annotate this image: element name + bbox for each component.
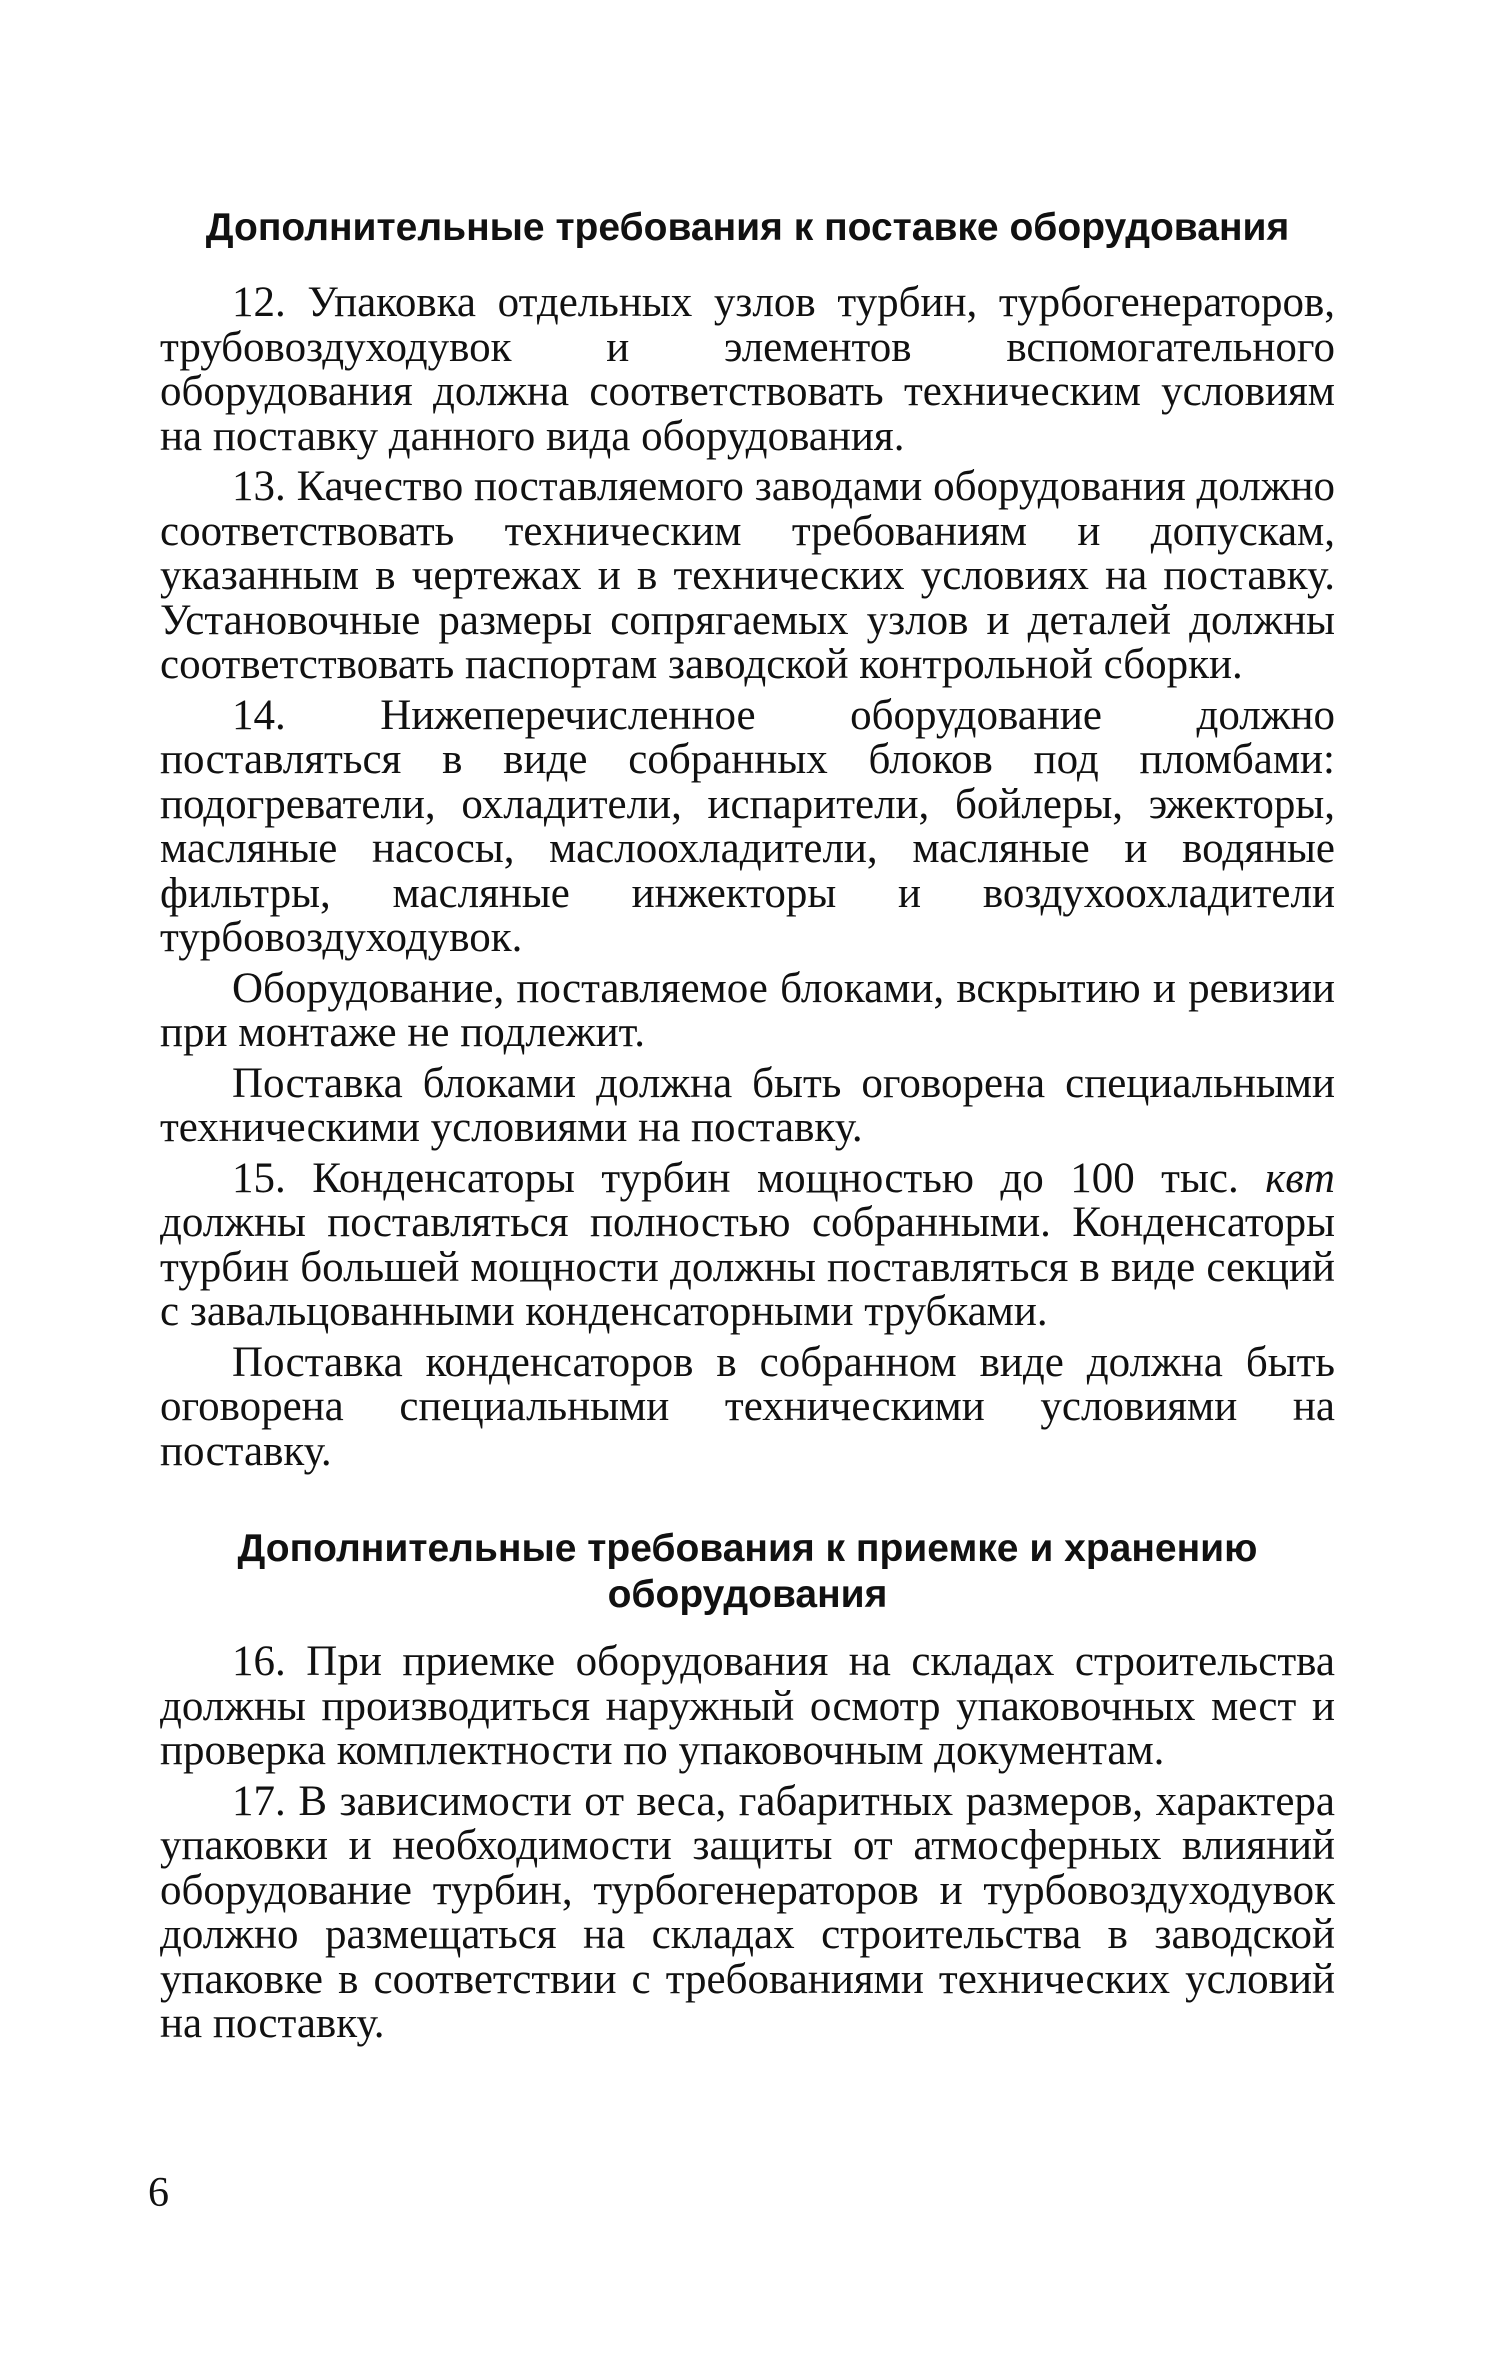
paragraph-13: 13. Качество поставляемого заводами оборудования должно соответствовать техническим требованиям и допускам, указанным в чертежах и в технических условиях на поставку. Установочные размеры сопрягаемых узлов и деталей должны соответствовать паспортам заводской контрольной сборки. — [160, 463, 1335, 688]
paragraph-17: 17. В зависимости от веса, габаритных размеров, характера упаковки и необходимости защиты от атмосферных влияний оборудование турбин, турбогенераторов и турбовоздуходувок должно размещаться на складах строительства в заводской упаковке в соответствии с требованиями технических условий на поставку. — [160, 1777, 1335, 2047]
paragraph-14-note-1: Оборудование, поставляемое блоками, вскрытию и ревизии при монтаже не подлежит. — [160, 964, 1335, 1056]
paragraph-15-note: Поставка конденсаторов в собранном виде должна быть оговорена специальными техническими условиями на поставку. — [160, 1338, 1335, 1475]
page-number: 6 — [148, 2170, 169, 2216]
document-page — [160, 205, 1335, 2053]
section-heading-supply: Дополнительные требования к поставке оборудования — [205, 206, 1290, 249]
paragraph-12: 12. Упаковка отдельных узлов турбин, турбогенераторов, трубовоздуходувок и элементов вспомогательного оборудования должна соответствовать техническим условиям на поставку данного вида оборудования. — [160, 279, 1335, 460]
paragraph-15-text-end: должны поставляться полностью собранными. Конденсаторы турбин большей мощности должны поставляться в виде секций с завальцованными конденсаторными трубками. — [160, 1199, 1335, 1335]
section-heading-acceptance-line-2: оборудования — [607, 1573, 888, 1616]
paragraph-15 — [160, 1154, 1335, 1335]
paragraph-14: 14. Нижеперечисленное оборудование должно поставляться в виде собранных блоков под пломбами: подогреватели, охладители, испарители, бойлеры, эжекторы, масляные насосы, маслоохладители, масляные и водяные фильтры, масляные инжекторы и воздухоохладители турбовоздуходувок. — [160, 691, 1335, 961]
section-heading-acceptance — [160, 1526, 1335, 1618]
paragraph-15-text-start: 15. Конденсаторы турбин мощностью до 100 тыс. — [232, 1154, 1266, 1202]
paragraph-16: 16. При приемке оборудования на складах строительства должны производиться наружный осмотр упаковочных мест и проверка комплектности по упаковочным документам. — [160, 1638, 1335, 1774]
power-unit: квт — [1265, 1154, 1335, 1202]
paragraph-14-note-2: Поставка блоками должна быть оговорена специальными техническими условиями на поставку. — [160, 1059, 1335, 1151]
section-heading-acceptance-line-1: Дополнительные требования к приемке и хранению — [237, 1527, 1258, 1570]
